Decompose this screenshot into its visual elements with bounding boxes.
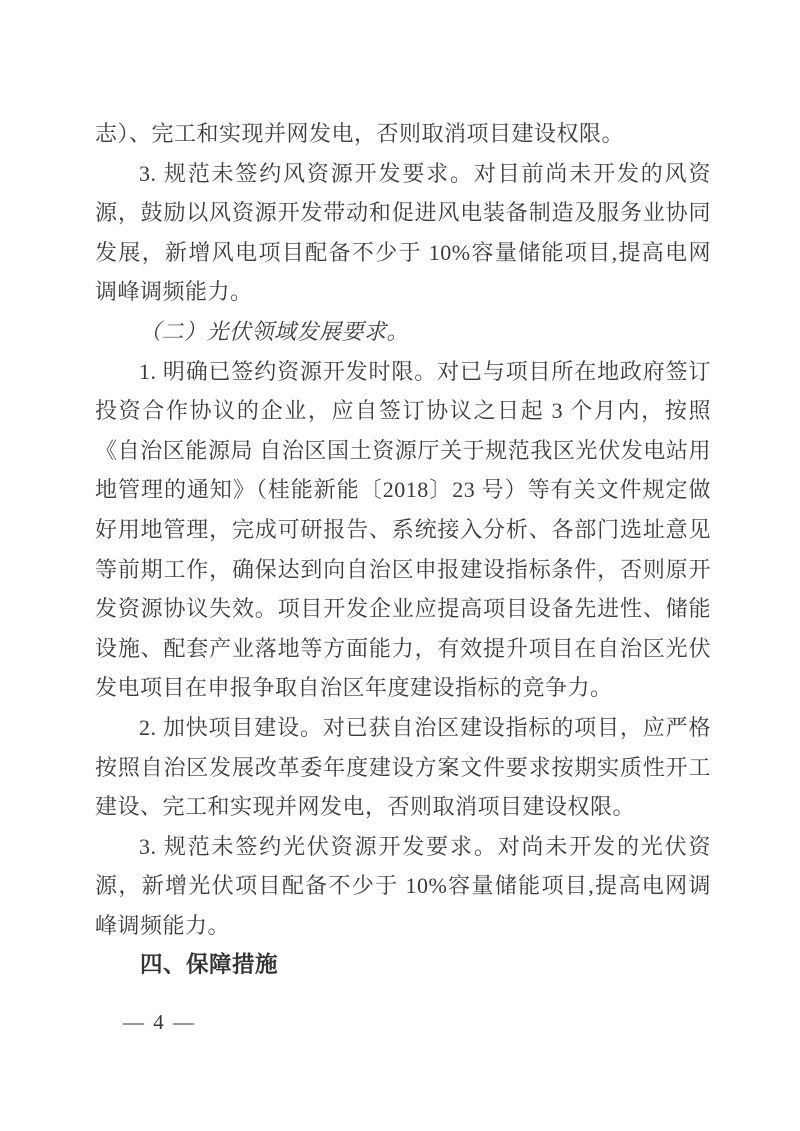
paragraph-wind-item-3: 3. 规范未签约风资源开发要求。对目前尚未开发的风资源，鼓励以风资源开发带动和促进风电装备制造及服务业协同发展，新增风电项目配备不少于 10%容量储能项目,提高电网调峰调频能力。 (95, 160, 711, 305)
page-content (95, 114, 711, 985)
page-number: — 4 — (123, 1010, 196, 1034)
paragraph-pv-item-3: 3. 规范未签约光伏资源开发要求。对尚未开发的光伏资源，新增光伏项目配备不少于 10%容量储能项目,提高电网调峰调频能力。 (95, 833, 711, 938)
paragraph-pv-item-1: 1. 明确已签约资源开发时限。对已与项目所在地政府签订投资合作协议的企业，应自签订协议之日起 3 个月内，按照《自治区能源局 自治区国土资源厅关于规范我区光伏发电站用地管理的通知》（桂能新能〔2018〕23 号）等有关文件规定做好用地管理，完成可研报告、系统接入分析、各部门选址意见等前期工作，确保达到向自治区申报建设指标条件，否则原开发资源协议失效。项目开发企业应提高项目设备先进性、储能设施、配套产业落地等方面能力，有效提升项目在自治区光伏发电项目在申报争取自治区年度建设指标的竞争力。 (95, 358, 711, 701)
section-heading-photovoltaic: （二）光伏领域发展要求。 (139, 318, 410, 344)
paragraph-continuation: 志）、完工和实现并网发电，否则取消项目建设权限。 (95, 121, 625, 146)
paragraph-pv-item-2: 2. 加快项目建设。对已获自治区建设指标的项目，应严格按照自治区发展改革委年度建设方案文件要求按期实质性开工建设、完工和实现并网发电，否则取消项目建设权限。 (95, 714, 711, 820)
section-heading-safeguard-measures: 四、保障措施 (140, 952, 279, 978)
